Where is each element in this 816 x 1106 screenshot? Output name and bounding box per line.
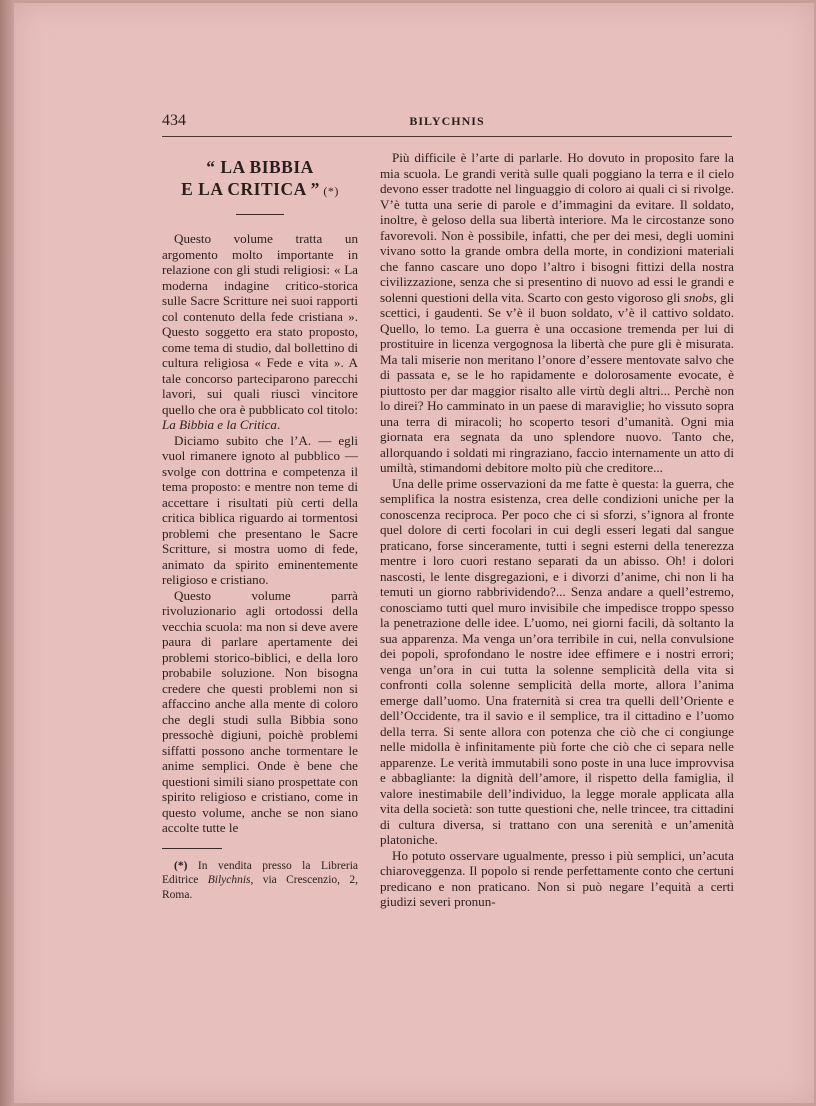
- footnote-divider: [162, 848, 222, 849]
- footnote-reference: (*): [319, 184, 339, 198]
- article-title-line-1: “ LA BIBBIA: [206, 157, 314, 177]
- page-header: [162, 112, 732, 137]
- italic-word-snobs: snobs: [683, 289, 714, 305]
- right-paragraph-1: [380, 150, 734, 476]
- left-paragraph-1: [162, 231, 358, 433]
- left-paragraph-3: Questo volume parrà rivoluzionario agli ortodossi della vecchia scuola: ma non si deve avere paura di parlare apertamente dei problemi storico-biblici, e della loro probabile soluzione. Non bisogna credere che questi problemi non si affaccino anche alla mente di coloro che degli studi sulla Bibbia sono pressochè digiuni, poichè problemi siffatti possono anche tormentare le anime semplici. Onde è bene che questioni simili siano prospettate con spirito religioso e cristiano, come in questo volume, anche se non siano accolte tutte le: [162, 587, 358, 835]
- footnote: [162, 859, 358, 903]
- article-title-line-2: [162, 178, 358, 202]
- left-paragraph-1-end: .: [276, 417, 281, 432]
- article-title: [162, 156, 358, 202]
- page-edge: [0, 0, 14, 1106]
- footnote-mark: (*): [174, 859, 188, 872]
- title-divider: [236, 214, 284, 215]
- footnote-text: In vendita presso la Libreria Editrice: [162, 859, 358, 886]
- left-paragraph-1-text: Questo volume tratta un argomento molto importante in relazione con gli studi religiosi: « La moderna indagine critico-storica sulle Sacre Scritture nei suoi rapporti col contenuto della fede cristiana ». Questo soggetto era stato proposto, come tema di studio, dal bollettino di cultura religiosa « Fede e vita ». A tale concorso parteciparono parecchi lavori, sui quali riuscì vincitore quello che ora è pubblicato col titolo:: [162, 231, 358, 417]
- right-column: [380, 150, 734, 910]
- right-paragraph-1-cont: , gli scettici, i gaudenti. Se v’è il buon soldato, v’è il cattivo soldato. Quello, lo temo. La guerra è una occasione tremenda per lui di prostituire in licenza vergognosa la libertà che pure gli è misurata. Ma tali miserie non meritano l’onore d’essere mentovate salvo che di passata e, se le ho rapidamente e dolorosamente evocate, è piuttosto per dar maggior risalto alle virtù degli altri... Perchè non lo direi? Ho camminato in un paese di maraviglie; ho vissuto sopra una terra di miracoli; ho scoperto tesori d’umanità. Ogni mia giornata era segnata da uno splendore nuovo. Tanto che, allorquando i soldati mi ringraziano, faccio internamente un atto di umiltà, stimandomi debitore molto più che creditore...: [380, 289, 734, 475]
- right-paragraph-2: Una delle prime osservazioni da me fatte è questa: la guerra, che semplifica la nostra esistenza, crea delle condizioni uniche per la conoscenza reciproca. Per poco che ci si sforzi, s’ignora al fronte quel dolore di certi focolari in cui degli esseri legati dal sangue praticano, forse sinceramente, tutti i segni esterni della tenerezza mentre i loro cuori restano separati da un abisso. Oh! i dolori nascosti, le lente disgregazioni, e i divorzi d’anime, chi non li ha temuti un giorno rabbrividendo?... Senza andare a quell’estremo, conosciamo tutti quel muro invisibile che impedisce troppo spesso la penetrazione delle idee. L’uomo, nei giorni facili, dà soltanto la sua apparenza. Ma venga un’ora terribile in cui, nella convulsione dei popoli, sprofondano le nostre idee effimere e i nostri errori; venga un’ora in cui tutta la solenne semplicità della vita si confronti colla solenne semplicità della morte, allora l’anima emerge dall’uomo. Una fraternità si crea tra quelli dell’Oriente e dell’Occidente, tra il savio e il semplice, tra il cittadino e l’uomo della terra. Si sente allora con potenza che ciò che ci congiunge nelle midolla è infinitamente più forte che ciò che ci separa nelle apparenze. Le verità immutabili sono poste in una luce improvvisa e abbagliante: la dignità dell’amore, il rispetto della famiglia, il valore inestimabile dell’individuo, la legge morale applicata alla vita della società: son tutte questioni che, nelle trincee, tra cittadini di cultura diversa, si trattano con una serenità e un’amenità platoniche.: [380, 475, 734, 847]
- footnote-address: , via Crescenzio, 2, Roma.: [162, 874, 358, 901]
- publisher-name: Bilychnis: [207, 874, 251, 886]
- left-paragraph-2: Diciamo subito che l’A. — egli vuol rimanere ignoto al pubblico — svolge con dottrina e competenza il tema proposto: e mentre non teme di accettare i risultati più certi della critica biblica riguardo ai tormentosi problemi che presentano le Sacre Scritture, si mostra uomo di fede, animato da spirito eminentemente religioso e cristiano.: [162, 432, 358, 587]
- right-paragraph-1-text: Più difficile è l’arte di parlarle. Ho dovuto in proposito fare la mia scuola. Le grandi verità sulle quali poggiano la terra e il cielo devono esser tradotte nel linguaggio di coloro ai quali ci si rivolge. V’è tutta una serie di parole e d’immagini da evitare. Il soldato, inoltre, è geloso della sua libertà interiore. Ma le circostanze sono favorevoli. Non è possibile, infatti, che per dei mesi, degli uomini vivano sotto la grande ombra della morte, in condizioni materiali che fanno cascare uno dopo l’altro i bisogni fittizi della nostra civilizzazione, senza che si presentino di nuovo ad essi le grandi e solenni questioni della vita. Scarto con gesto vigoroso gli: [380, 150, 734, 305]
- page-number: 434: [162, 112, 186, 129]
- left-column: [162, 150, 358, 902]
- running-title: BILYCHNIS: [409, 114, 485, 128]
- book-title: La Bibbia e la Critica: [162, 417, 277, 432]
- article-title-text: E LA CRITICA ”: [181, 179, 320, 199]
- right-paragraph-3: Ho potuto osservare ugualmente, presso i più semplici, un’acuta chiaroveggenza. Il popolo si rende perfettamente conto che certuni predicano e non praticano. Non si può negare l’equità a certi giudizi severi pronun-: [380, 847, 734, 909]
